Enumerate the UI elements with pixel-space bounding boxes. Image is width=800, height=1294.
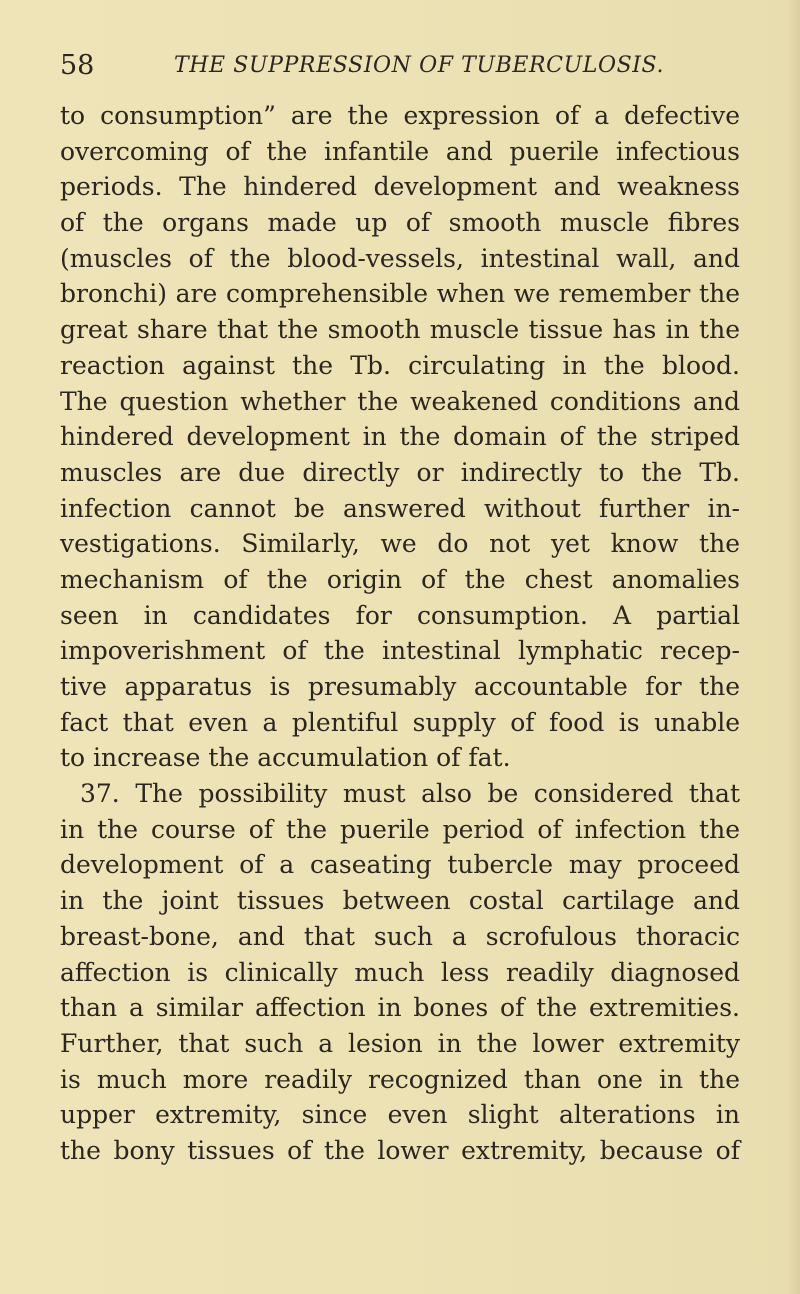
text-line: the bony tissues of the lower extremity, because of	[60, 1135, 740, 1165]
text-line: seen in candidates for consumption. A partial	[60, 600, 740, 630]
text-line: fact that even a plentiful supply of food is unable	[60, 707, 740, 737]
page-header	[60, 48, 760, 84]
text-line: infection cannot be answered without further in-	[60, 493, 740, 523]
page-edge-shadow	[786, 0, 800, 1294]
text-line: vestigations. Similarly, we do not yet know the	[60, 529, 740, 559]
text-line: impoverishment of the intestinal lymphatic recep-	[60, 636, 740, 666]
text-line: in the joint tissues between costal cartilage and	[60, 886, 740, 916]
text-line: is much more readily recognized than one in the	[60, 1064, 740, 1094]
text-line: upper extremity, since even slight alterations in	[60, 1100, 740, 1130]
text-line: mechanism of the origin of the chest anomalies	[60, 564, 740, 594]
text-line: reaction against the Tb. circulating in the blood.	[60, 350, 740, 380]
text-line: muscles are due directly or indirectly to the Tb.	[60, 457, 740, 487]
text-line: development of a caseating tubercle may proceed	[60, 850, 740, 880]
page-number: 58	[60, 50, 95, 81]
text-line: great share that the smooth muscle tissue has in the	[60, 315, 740, 345]
text-line: overcoming of the infantile and puerile infectious	[60, 136, 740, 166]
text-line: in the course of the puerile period of infection the	[60, 814, 740, 844]
running-title: THE SUPPRESSION OF TUBERCULOSIS.	[174, 53, 665, 78]
paragraph-start-line: 37. The possibility must also be considered that	[80, 779, 740, 809]
text-line: periods. The hindered development and weakness	[60, 172, 740, 202]
text-line: Further, that such a lesion in the lower extremity	[60, 1028, 740, 1058]
text-line: than a similar affection in bones of the extremities.	[60, 993, 740, 1023]
text-line: The question whether the weakened conditions and	[60, 386, 740, 416]
text-line: of the organs made up of smooth muscle fibres	[60, 208, 740, 238]
text-line: to increase the accumulation of fat.	[60, 743, 511, 773]
text-line: hindered development in the domain of the striped	[60, 422, 740, 452]
text-line: tive apparatus is presumably accountable for the	[60, 672, 740, 701]
text-line: affection is clinically much less readily diagnosed	[60, 957, 740, 987]
text-line: breast-bone, and that such a scrofulous thoracic	[60, 921, 740, 951]
body-text	[60, 98, 740, 1169]
text-line: to consumption” are the expression of a defective	[60, 101, 740, 130]
text-line: bronchi) are comprehensible when we remember the	[60, 279, 740, 309]
text-line: (muscles of the blood-vessels, intestinal wall, and	[60, 243, 740, 273]
